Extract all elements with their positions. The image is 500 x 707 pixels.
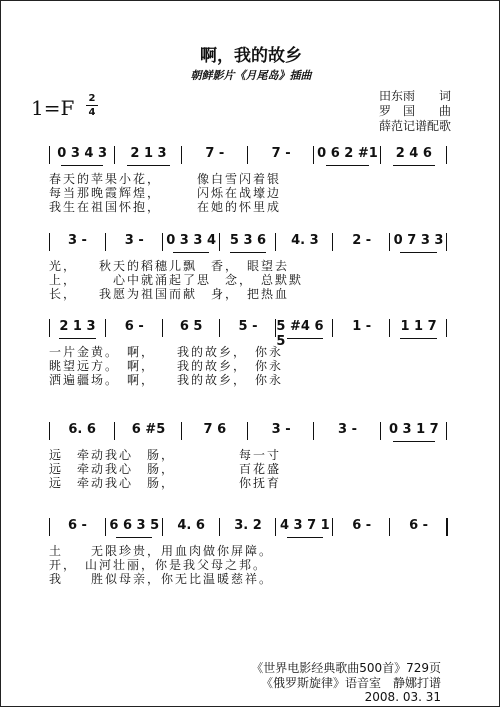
measure: 2 1 3	[59, 319, 96, 334]
lyricist-credit: 田东雨 词	[378, 89, 451, 103]
bar-line	[446, 146, 447, 164]
measure: 4 3 7 1	[279, 518, 330, 533]
measure: 6 -	[352, 518, 372, 533]
lyric-line-1: 光， 秋天的稻穗儿飘 香， 眼望去	[49, 259, 290, 273]
lyric-line-1: 一片金黄。 啊， 我的故乡， 你永	[49, 345, 284, 359]
meter-bottom: 4	[88, 107, 96, 118]
measure: 3 -	[271, 422, 291, 437]
lyric-line-2: 每当那晚霞辉煌， 闪烁在战壕边	[49, 186, 282, 200]
lyric-line-3: 我 胜似母亲，你无比温暖慈祥。	[49, 572, 274, 586]
measure: 7 6	[203, 422, 227, 437]
lyric-line-1: 远 牵动我心 肠， 每一寸	[49, 448, 282, 462]
meter-top: 2	[88, 93, 96, 104]
measure: 3 -	[67, 233, 87, 248]
source-line-1: 《世界电影经典歌曲500首》729页	[251, 661, 441, 675]
transcription-date: 2008. 03. 31	[364, 690, 441, 704]
measure: 1 1 7	[400, 319, 437, 334]
measure: 2 -	[352, 233, 372, 248]
meter-divider	[86, 105, 98, 106]
measure: 3 -	[338, 422, 357, 437]
lyric-line-3: 长， 我愿为祖国而献 身， 把热血	[49, 287, 290, 301]
measure: 3. 2	[234, 518, 262, 533]
measure: 6 5	[179, 319, 203, 334]
measure: 0 3 3 4	[166, 233, 216, 248]
music-system-4	[49, 422, 447, 492]
measure: 0 3 4 3	[57, 146, 108, 161]
key-signature: 1=F	[31, 96, 75, 120]
measure: 3 -	[124, 233, 144, 248]
beam-underline	[393, 165, 435, 166]
beam-underline	[230, 252, 266, 253]
beam-underline	[59, 338, 95, 339]
lyric-line-1: 春天的苹果小花， 像白雪闪着银	[49, 172, 282, 186]
beam-underline	[127, 165, 169, 166]
lyric-line-3: 洒遍疆场。 啊， 我的故乡， 你永	[49, 373, 284, 387]
measure: 2 4 6	[395, 146, 432, 161]
song-subtitle: 朝鲜影片《月尾岛》插曲	[190, 69, 312, 82]
measure: 1 -	[352, 319, 372, 334]
music-system-3	[49, 319, 447, 389]
bar-line	[446, 319, 447, 337]
lyric-line-2: 眺望远方。 啊， 我的故乡， 你永	[49, 359, 284, 373]
measure: 4. 6	[177, 518, 205, 533]
source-line-2: 《俄罗斯旋律》语音室 静娜打谱	[260, 676, 441, 690]
beam-underline	[393, 441, 435, 442]
arranger-credit: 薛范记谱配歌	[378, 119, 451, 133]
measure: 6 -	[124, 319, 144, 334]
music-system-1	[49, 146, 447, 216]
lyric-line-3: 我生在祖国怀抱， 在她的怀里成	[49, 200, 282, 214]
measure: 6 6 3 5	[109, 518, 160, 533]
measure: 4. 3	[291, 233, 319, 248]
measure: 6 -	[409, 518, 429, 533]
beam-underline	[173, 252, 209, 253]
measure: 0 6 2 #1	[317, 146, 378, 161]
bar-line	[446, 422, 447, 440]
beam-underline	[400, 252, 436, 253]
beam-underline	[287, 338, 323, 339]
measure: 7 -	[205, 146, 225, 161]
time-signature	[86, 93, 98, 118]
measure: 2 1 3	[130, 146, 167, 161]
measure: 5 #4 6 5	[276, 319, 324, 349]
song-title: 啊，我的故乡	[200, 46, 302, 66]
lyric-line-1: 土 无限珍贵，用血肉做你屏障。	[49, 544, 274, 558]
beam-underline	[400, 338, 436, 339]
beam-underline	[116, 537, 152, 538]
measure: 6 -	[67, 518, 87, 533]
measure: 0 7 3 3	[393, 233, 444, 248]
measure: 7 -	[271, 146, 291, 161]
beam-underline	[61, 165, 103, 166]
lyric-line-3: 远 牵动我心 肠， 你抚育	[49, 476, 282, 490]
beam-underline	[326, 165, 368, 166]
bar-line	[446, 518, 448, 536]
beam-underline	[287, 537, 323, 538]
composer-credit: 罗 国 曲	[378, 104, 451, 118]
music-system-2	[49, 233, 447, 303]
lyric-line-2: 远 牵动我心 肠， 百花盛	[49, 462, 282, 476]
lyric-line-2: 开， 山河壮丽，你是我父母之邦。	[49, 558, 268, 572]
measure: 5 -	[238, 319, 258, 334]
measure: 5 3 6	[229, 233, 267, 248]
lyric-line-2: 上， 心中就涌起了思 念， 总默默	[49, 273, 304, 287]
measure: 0 3 1 7	[388, 422, 439, 437]
measure: 6. 6	[68, 422, 96, 437]
music-system-5	[49, 518, 447, 588]
bar-line	[446, 233, 447, 251]
measure: 6 #5	[131, 422, 166, 437]
